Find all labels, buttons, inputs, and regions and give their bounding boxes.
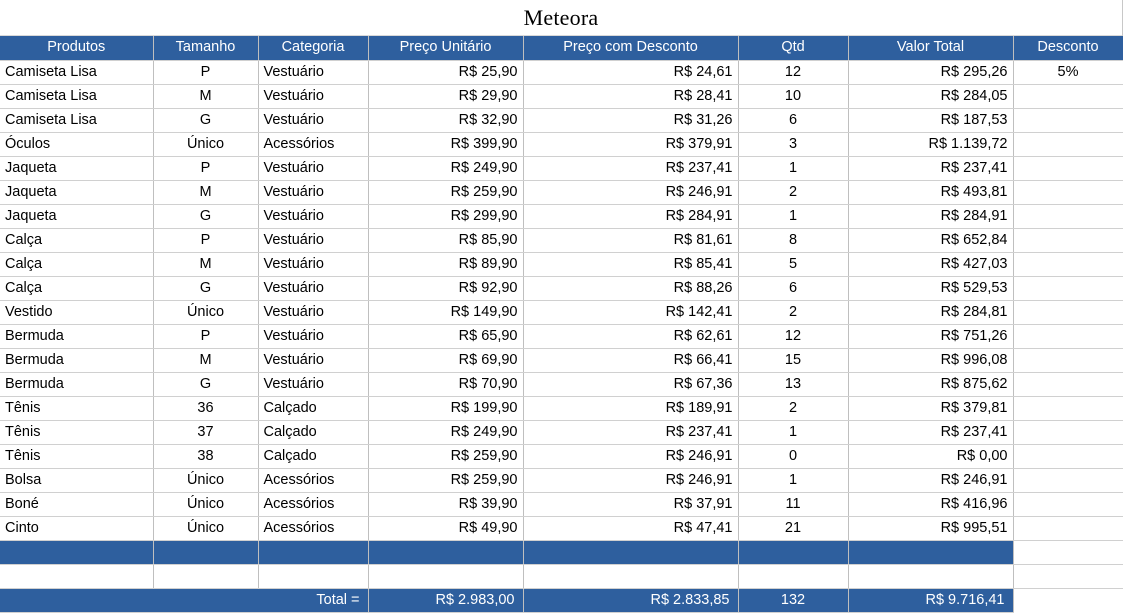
cell-qtd[interactable]: 2 — [738, 300, 848, 324]
band-cell — [1013, 540, 1123, 564]
cell-tamanho[interactable]: M — [153, 180, 258, 204]
spacer-cell — [258, 564, 368, 588]
cell-qtd[interactable]: 2 — [738, 180, 848, 204]
cell-valor-total[interactable]: R$ 995,51 — [848, 516, 1013, 540]
spacer-cell — [523, 564, 738, 588]
table-row — [0, 228, 1123, 252]
cell-qtd[interactable]: 1 — [738, 156, 848, 180]
table-row — [0, 252, 1123, 276]
cell-categoria[interactable]: Vestuário — [258, 348, 368, 372]
band-cell — [738, 540, 848, 564]
cell-produto[interactable]: Bermuda — [0, 372, 153, 396]
cell-valor-total[interactable]: R$ 284,81 — [848, 300, 1013, 324]
cell-desconto[interactable] — [1013, 420, 1123, 444]
cell-categoria[interactable]: Vestuário — [258, 300, 368, 324]
cell-preco-unitario[interactable]: R$ 199,90 — [368, 396, 523, 420]
cell-categoria[interactable]: Vestuário — [258, 84, 368, 108]
cell-qtd[interactable]: 13 — [738, 372, 848, 396]
table-row — [0, 372, 1123, 396]
spacer-cell — [0, 564, 153, 588]
cell-produto[interactable]: Jaqueta — [0, 156, 153, 180]
cell-preco-desconto[interactable]: R$ 237,41 — [523, 156, 738, 180]
cell-desconto[interactable] — [1013, 156, 1123, 180]
table-row — [0, 108, 1123, 132]
cell-preco-desconto[interactable]: R$ 237,41 — [523, 420, 738, 444]
cell-valor-total[interactable]: R$ 237,41 — [848, 156, 1013, 180]
cell-tamanho[interactable]: 37 — [153, 420, 258, 444]
cell-produto[interactable]: Óculos — [0, 132, 153, 156]
cell-tamanho[interactable]: Único — [153, 468, 258, 492]
cell-valor-total[interactable]: R$ 416,96 — [848, 492, 1013, 516]
column-header-tamanho[interactable]: Tamanho — [153, 36, 258, 60]
cell-valor-total[interactable]: R$ 284,91 — [848, 204, 1013, 228]
cell-preco-unitario[interactable]: R$ 149,90 — [368, 300, 523, 324]
cell-preco-desconto[interactable]: R$ 246,91 — [523, 468, 738, 492]
table-row — [0, 348, 1123, 372]
cell-valor-total[interactable]: R$ 493,81 — [848, 180, 1013, 204]
table-row — [0, 180, 1123, 204]
cell-categoria[interactable]: Vestuário — [258, 276, 368, 300]
cell-produto[interactable]: Calça — [0, 276, 153, 300]
spacer-row — [0, 564, 1123, 588]
cell-produto[interactable]: Boné — [0, 492, 153, 516]
cell-categoria[interactable]: Acessórios — [258, 132, 368, 156]
cell-tamanho[interactable]: Único — [153, 132, 258, 156]
cell-desconto[interactable] — [1013, 132, 1123, 156]
cell-preco-desconto[interactable]: R$ 47,41 — [523, 516, 738, 540]
cell-produto[interactable]: Tênis — [0, 444, 153, 468]
total-preco-desconto[interactable]: R$ 2.833,85 — [523, 588, 738, 612]
table-row — [0, 468, 1123, 492]
cell-preco-unitario[interactable]: R$ 29,90 — [368, 84, 523, 108]
table-row — [0, 444, 1123, 468]
table-row — [0, 324, 1123, 348]
column-header-preco-unitario[interactable]: Preço Unitário — [368, 36, 523, 60]
cell-categoria[interactable]: Vestuário — [258, 60, 368, 84]
cell-produto[interactable]: Bermuda — [0, 348, 153, 372]
cell-valor-total[interactable]: R$ 1.139,72 — [848, 132, 1013, 156]
cell-preco-desconto[interactable]: R$ 189,91 — [523, 396, 738, 420]
cell-qtd[interactable]: 10 — [738, 84, 848, 108]
cell-valor-total[interactable]: R$ 246,91 — [848, 468, 1013, 492]
cell-tamanho[interactable]: 36 — [153, 396, 258, 420]
cell-produto[interactable]: Jaqueta — [0, 204, 153, 228]
cell-qtd[interactable]: 21 — [738, 516, 848, 540]
band-cell — [368, 540, 523, 564]
table-row — [0, 516, 1123, 540]
cell-qtd[interactable]: 3 — [738, 132, 848, 156]
cell-valor-total[interactable]: R$ 379,81 — [848, 396, 1013, 420]
cell-desconto[interactable] — [1013, 348, 1123, 372]
cell-tamanho[interactable]: M — [153, 348, 258, 372]
cell-valor-total[interactable]: R$ 237,41 — [848, 420, 1013, 444]
cell-valor-total[interactable]: R$ 187,53 — [848, 108, 1013, 132]
page-title: Meteora — [523, 4, 599, 30]
total-blank-cell — [1013, 588, 1123, 612]
cell-preco-unitario[interactable]: R$ 259,90 — [368, 468, 523, 492]
band-cell — [153, 540, 258, 564]
cell-preco-unitario[interactable]: R$ 299,90 — [368, 204, 523, 228]
total-valor-total[interactable]: R$ 9.716,41 — [848, 588, 1013, 612]
cell-tamanho[interactable]: G — [153, 372, 258, 396]
cell-qtd[interactable]: 12 — [738, 324, 848, 348]
cell-desconto[interactable] — [1013, 180, 1123, 204]
products-table — [0, 36, 1123, 613]
cell-desconto[interactable]: 5% — [1013, 60, 1123, 84]
cell-tamanho[interactable]: Único — [153, 516, 258, 540]
cell-categoria[interactable]: Vestuário — [258, 252, 368, 276]
cell-preco-desconto[interactable]: R$ 142,41 — [523, 300, 738, 324]
table-row — [0, 156, 1123, 180]
cell-produto[interactable]: Bolsa — [0, 468, 153, 492]
cell-preco-desconto[interactable]: R$ 85,41 — [523, 252, 738, 276]
cell-preco-unitario[interactable]: R$ 249,90 — [368, 156, 523, 180]
cell-preco-unitario[interactable]: R$ 32,90 — [368, 108, 523, 132]
cell-tamanho[interactable]: Único — [153, 492, 258, 516]
cell-categoria[interactable]: Calçado — [258, 396, 368, 420]
cell-qtd[interactable]: 8 — [738, 228, 848, 252]
cell-preco-desconto[interactable]: R$ 66,41 — [523, 348, 738, 372]
column-header-valor-total[interactable]: Valor Total — [848, 36, 1013, 60]
cell-tamanho[interactable]: M — [153, 252, 258, 276]
column-header-produtos[interactable]: Produtos — [0, 36, 153, 60]
cell-desconto[interactable] — [1013, 516, 1123, 540]
cell-desconto[interactable] — [1013, 276, 1123, 300]
cell-preco-unitario[interactable]: R$ 70,90 — [368, 372, 523, 396]
cell-desconto[interactable] — [1013, 468, 1123, 492]
cell-valor-total[interactable]: R$ 996,08 — [848, 348, 1013, 372]
cell-preco-desconto[interactable]: R$ 246,91 — [523, 180, 738, 204]
cell-desconto[interactable] — [1013, 300, 1123, 324]
cell-preco-unitario[interactable]: R$ 89,90 — [368, 252, 523, 276]
cell-desconto[interactable] — [1013, 492, 1123, 516]
cell-desconto[interactable] — [1013, 228, 1123, 252]
cell-valor-total[interactable]: R$ 427,03 — [848, 252, 1013, 276]
cell-preco-desconto[interactable]: R$ 28,41 — [523, 84, 738, 108]
band-cell — [848, 540, 1013, 564]
cell-tamanho[interactable]: G — [153, 204, 258, 228]
cell-desconto[interactable] — [1013, 444, 1123, 468]
table-row — [0, 60, 1123, 84]
cell-produto[interactable]: Camiseta Lisa — [0, 84, 153, 108]
total-row — [0, 588, 1123, 612]
table-row — [0, 396, 1123, 420]
table-row — [0, 132, 1123, 156]
cell-preco-desconto[interactable]: R$ 62,61 — [523, 324, 738, 348]
cell-desconto[interactable] — [1013, 396, 1123, 420]
band-cell — [258, 540, 368, 564]
cell-preco-unitario[interactable]: R$ 39,90 — [368, 492, 523, 516]
cell-desconto[interactable] — [1013, 84, 1123, 108]
spacer-cell — [738, 564, 848, 588]
cell-valor-total[interactable]: R$ 652,84 — [848, 228, 1013, 252]
cell-preco-desconto[interactable]: R$ 37,91 — [523, 492, 738, 516]
cell-preco-desconto[interactable]: R$ 24,61 — [523, 60, 738, 84]
cell-categoria[interactable]: Acessórios — [258, 468, 368, 492]
table-body — [0, 60, 1123, 612]
cell-qtd[interactable]: 5 — [738, 252, 848, 276]
table-row — [0, 84, 1123, 108]
cell-qtd[interactable]: 11 — [738, 492, 848, 516]
table-row — [0, 300, 1123, 324]
cell-preco-unitario[interactable]: R$ 69,90 — [368, 348, 523, 372]
cell-qtd[interactable]: 1 — [738, 420, 848, 444]
total-qtd[interactable]: 132 — [738, 588, 848, 612]
cell-preco-unitario[interactable]: R$ 259,90 — [368, 444, 523, 468]
cell-valor-total[interactable]: R$ 875,62 — [848, 372, 1013, 396]
cell-categoria[interactable]: Vestuário — [258, 204, 368, 228]
table-underline-band — [0, 540, 1123, 564]
cell-tamanho[interactable]: G — [153, 276, 258, 300]
cell-produto[interactable]: Cinto — [0, 516, 153, 540]
cell-desconto[interactable] — [1013, 324, 1123, 348]
band-cell — [523, 540, 738, 564]
table-header — [0, 36, 1123, 60]
cell-preco-unitario[interactable]: R$ 399,90 — [368, 132, 523, 156]
cell-preco-desconto[interactable]: R$ 284,91 — [523, 204, 738, 228]
cell-tamanho[interactable]: P — [153, 156, 258, 180]
cell-produto[interactable]: Bermuda — [0, 324, 153, 348]
total-preco-unitario[interactable]: R$ 2.983,00 — [368, 588, 523, 612]
spacer-cell — [1013, 564, 1123, 588]
cell-valor-total[interactable]: R$ 751,26 — [848, 324, 1013, 348]
cell-tamanho[interactable]: M — [153, 84, 258, 108]
cell-qtd[interactable]: 6 — [738, 108, 848, 132]
cell-preco-desconto[interactable]: R$ 379,91 — [523, 132, 738, 156]
cell-preco-desconto[interactable]: R$ 88,26 — [523, 276, 738, 300]
cell-produto[interactable]: Calça — [0, 252, 153, 276]
table-row — [0, 492, 1123, 516]
cell-produto[interactable]: Camiseta Lisa — [0, 108, 153, 132]
cell-preco-desconto[interactable]: R$ 81,61 — [523, 228, 738, 252]
cell-tamanho[interactable]: Único — [153, 300, 258, 324]
cell-preco-unitario[interactable]: R$ 85,90 — [368, 228, 523, 252]
cell-valor-total[interactable]: R$ 284,05 — [848, 84, 1013, 108]
cell-desconto[interactable] — [1013, 372, 1123, 396]
cell-qtd[interactable]: 1 — [738, 468, 848, 492]
cell-produto[interactable]: Tênis — [0, 420, 153, 444]
header-row — [0, 36, 1123, 60]
cell-preco-unitario[interactable]: R$ 65,90 — [368, 324, 523, 348]
cell-valor-total[interactable]: R$ 295,26 — [848, 60, 1013, 84]
cell-valor-total[interactable]: R$ 529,53 — [848, 276, 1013, 300]
cell-categoria[interactable]: Acessórios — [258, 492, 368, 516]
cell-produto[interactable]: Calça — [0, 228, 153, 252]
table-row — [0, 276, 1123, 300]
cell-categoria[interactable]: Vestuário — [258, 228, 368, 252]
cell-qtd[interactable]: 0 — [738, 444, 848, 468]
cell-preco-unitario[interactable]: R$ 49,90 — [368, 516, 523, 540]
column-header-categoria[interactable]: Categoria — [258, 36, 368, 60]
cell-categoria[interactable]: Vestuário — [258, 156, 368, 180]
cell-categoria[interactable]: Vestuário — [258, 180, 368, 204]
cell-qtd[interactable]: 15 — [738, 348, 848, 372]
cell-categoria[interactable]: Vestuário — [258, 372, 368, 396]
cell-tamanho[interactable]: P — [153, 324, 258, 348]
cell-qtd[interactable]: 1 — [738, 204, 848, 228]
spacer-cell — [153, 564, 258, 588]
cell-preco-unitario[interactable]: R$ 249,90 — [368, 420, 523, 444]
cell-desconto[interactable] — [1013, 204, 1123, 228]
spacer-cell — [368, 564, 523, 588]
cell-preco-desconto[interactable]: R$ 67,36 — [523, 372, 738, 396]
cell-valor-total[interactable]: R$ 0,00 — [848, 444, 1013, 468]
spacer-cell — [848, 564, 1013, 588]
sheet-title-row — [0, 0, 1122, 36]
cell-categoria[interactable]: Calçado — [258, 420, 368, 444]
cell-qtd[interactable]: 2 — [738, 396, 848, 420]
cell-categoria[interactable]: Calçado — [258, 444, 368, 468]
cell-preco-unitario[interactable]: R$ 259,90 — [368, 180, 523, 204]
column-header-preco-com-desconto[interactable]: Preço com Desconto — [523, 36, 738, 60]
cell-produto[interactable]: Camiseta Lisa — [0, 60, 153, 84]
cell-produto[interactable]: Jaqueta — [0, 180, 153, 204]
cell-produto[interactable]: Vestido — [0, 300, 153, 324]
total-label: Total = — [0, 588, 368, 612]
cell-tamanho[interactable]: P — [153, 60, 258, 84]
cell-produto[interactable]: Tênis — [0, 396, 153, 420]
cell-desconto[interactable] — [1013, 108, 1123, 132]
column-header-qtd[interactable]: Qtd — [738, 36, 848, 60]
cell-categoria[interactable]: Vestuário — [258, 108, 368, 132]
cell-preco-unitario[interactable]: R$ 25,90 — [368, 60, 523, 84]
cell-qtd[interactable]: 6 — [738, 276, 848, 300]
cell-tamanho[interactable]: P — [153, 228, 258, 252]
band-cell — [0, 540, 153, 564]
cell-tamanho[interactable]: G — [153, 108, 258, 132]
cell-desconto[interactable] — [1013, 252, 1123, 276]
table-row — [0, 420, 1123, 444]
cell-preco-desconto[interactable]: R$ 246,91 — [523, 444, 738, 468]
cell-qtd[interactable]: 12 — [738, 60, 848, 84]
table-row — [0, 204, 1123, 228]
cell-categoria[interactable]: Vestuário — [258, 324, 368, 348]
cell-preco-desconto[interactable]: R$ 31,26 — [523, 108, 738, 132]
column-header-desconto[interactable]: Desconto — [1013, 36, 1123, 60]
cell-tamanho[interactable]: 38 — [153, 444, 258, 468]
cell-categoria[interactable]: Acessórios — [258, 516, 368, 540]
cell-preco-unitario[interactable]: R$ 92,90 — [368, 276, 523, 300]
